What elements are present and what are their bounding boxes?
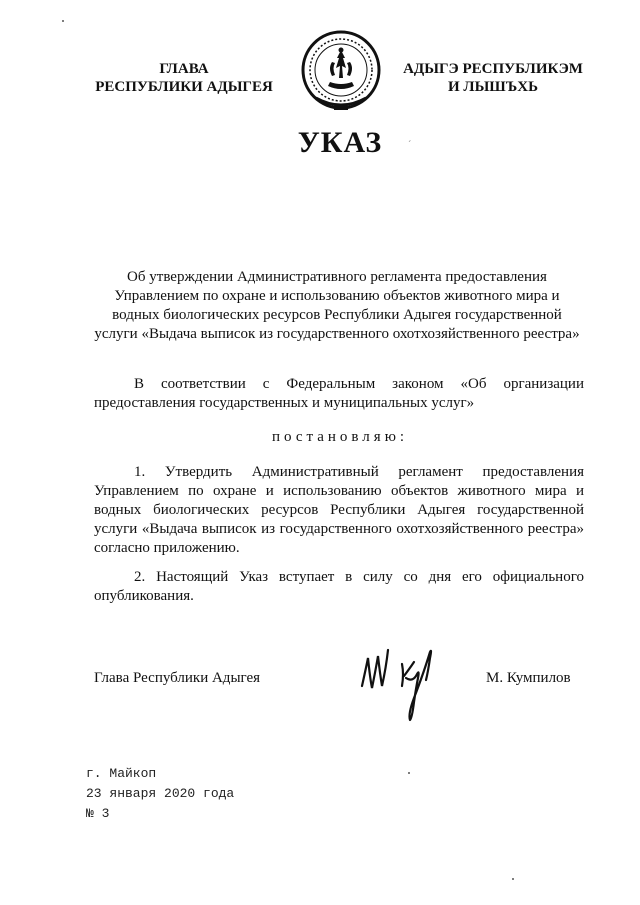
signatory-title: Глава Республики Адыгея [94, 670, 261, 686]
handwritten-signature [354, 628, 464, 728]
decree-word: постановляю: [271, 429, 409, 445]
header-right-line1: АДЫГЭ РЕСПУБЛИКЭМ [403, 61, 583, 77]
footer-date: 23 января 2020 года [86, 786, 235, 801]
preamble-text: В соответствии с Федеральным законом «Об организации предоставления государственных и муниципальных услуг» [94, 376, 584, 411]
header-left [86, 60, 282, 96]
signatory-name: М. Кумпилов [486, 670, 571, 686]
footer-number: № 3 [86, 806, 110, 821]
header-left-line1: ГЛАВА [159, 61, 209, 77]
subject-line: Об утверждении Административного регламента предоставления [127, 269, 547, 285]
header-left-line2: РЕСПУБЛИКИ АДЫГЕЯ [95, 79, 273, 95]
scan-speck [512, 878, 514, 880]
header-right [388, 60, 598, 96]
subject-line: водных биологических ресурсов Республики Адыгея государственной [112, 307, 562, 323]
document-title: УКАЗ [297, 126, 383, 159]
item-text: 2. Настоящий Указ вступает в силу со дня его официального опубликования. [94, 569, 584, 604]
coat-of-arms-icon [296, 28, 386, 118]
preamble [94, 375, 584, 413]
scan-speck [408, 772, 410, 774]
decree-item-2 [94, 568, 584, 606]
stray-mark: ˊ [408, 140, 412, 151]
item-text: 1. Утвердить Административный регламент предоставления Управлением по охране и использованию объектов животного мира и водных биологических ресурсов Республики Адыгея государственной услуги «Выдача выписок из государственного охотхозяйственного реестра» согласно приложению. [94, 464, 584, 556]
footer-city: г. Майкоп [86, 766, 157, 781]
header-right-line2: И ЛЫШЪХЬ [447, 79, 539, 95]
subject-line: Управлением по охране и использованию объектов животного мира и [114, 288, 560, 304]
decree-subject [82, 268, 592, 344]
document-footer [86, 764, 234, 824]
scan-speck [62, 20, 64, 22]
decree-item-1 [94, 463, 584, 558]
subject-line: услуги «Выдача выписок из государственного охотхозяйственного реестра» [94, 326, 580, 342]
